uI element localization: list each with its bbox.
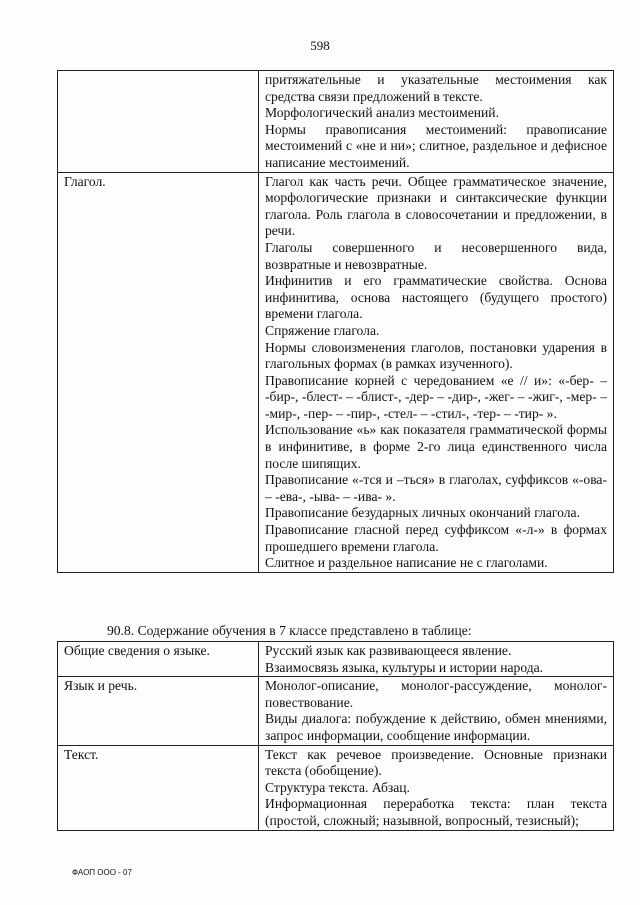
content-paragraph: Нормы словоизменения глаголов, постановки ударения в глагольных формах (в рамках изученного). <box>265 339 607 372</box>
topic-cell: Общие сведения о языке. <box>58 642 259 677</box>
content-cell <box>259 71 614 173</box>
content-paragraph: Информационная переработка текста: план текста (простой, сложный; назывной, вопросный, тезисный); <box>265 796 607 828</box>
content-paragraph: Текст как речевое произведение. Основные признаки текста (обобщение). <box>265 746 607 779</box>
content-paragraph: Спряжение глагола. <box>265 322 380 338</box>
footer-code: ФАОП ООО - 07 <box>72 868 132 877</box>
curriculum-table-6 <box>57 70 614 573</box>
content-paragraph: Глагол как часть речи. Общее грамматическое значение, морфологические признаки и синтаксические функции глагола. Роль глагола в словосочетании и предложении, в речи. <box>265 173 607 239</box>
content-paragraph: Инфинитив и его грамматические свойства. Основа инфинитива, основа настоящего (будущего простого) времени глагола. <box>265 273 607 322</box>
content-paragraph: притяжательные и указательные местоимения как средства связи предложений в тексте. <box>265 72 607 104</box>
content-paragraph: Правописание «-тся и –ться» в глаголах, суффиксов «-ова- – -ева-, -ыва- – -ива- ». <box>265 472 607 504</box>
table-row <box>58 172 614 572</box>
table-row <box>58 71 614 173</box>
content-paragraph: Правописание безударных личных окончаний глагола. <box>265 505 580 521</box>
table-row <box>58 642 614 677</box>
content-cell <box>259 172 614 572</box>
content-paragraph: Структура текста. Абзац. <box>265 779 410 795</box>
content-cell <box>259 642 614 677</box>
page-number: 598 <box>310 38 330 53</box>
content-paragraph: Правописание корней с чередованием «е // и»: «-бер- – -бир-, -блест- – -блист-, -дер- – -дир-, -жег- – -жиг-, -мер- – -мир-, -пер- – -пир-, -стел- – -стил-, -тер- – -тир- ». <box>265 372 607 421</box>
content-paragraph: Монолог-описание, монолог-рассуждение, монолог-повествование. <box>265 678 607 710</box>
content-paragraph: Использование «ь» как показателя грамматической формы в инфинитиве, в форме 2-го лица единственного числа после шипящих. <box>265 422 607 471</box>
content-paragraph: Глаголы совершенного и несовершенного вида, возвратные и невозвратные. <box>265 239 607 272</box>
content-paragraph: Нормы правописания местоимений: правописание местоимений с «не и ни»; слитное, раздельное и дефисное написание местоимений. <box>265 121 607 170</box>
content-cell <box>259 677 614 745</box>
section-intro: 90.8. Содержание обучения в 7 классе представлено в таблице: <box>107 623 472 638</box>
curriculum-table-7 <box>57 641 614 831</box>
topic-cell: Язык и речь. <box>58 677 259 745</box>
content-paragraph: Взаимосвязь языка, культуры и истории народа. <box>265 659 544 675</box>
content-paragraph: Русский язык как развивающееся явление. <box>265 643 512 658</box>
content-paragraph: Морфологический анализ местоимений. <box>265 105 499 121</box>
content-paragraph: Слитное и раздельное написание не с глаголами. <box>265 555 548 571</box>
table-row <box>58 745 614 830</box>
topic-cell: Текст. <box>58 745 259 830</box>
content-paragraph: Виды диалога: побуждение к действию, обмен мнениями, запрос информации, сообщение информации. <box>265 711 607 743</box>
topic-cell <box>58 71 259 173</box>
topic-cell: Глагол. <box>58 172 259 572</box>
table-row <box>58 677 614 745</box>
content-cell <box>259 745 614 830</box>
content-paragraph: Правописание гласной перед суффиксом «-л-» в формах прошедшего времени глагола. <box>265 522 607 554</box>
